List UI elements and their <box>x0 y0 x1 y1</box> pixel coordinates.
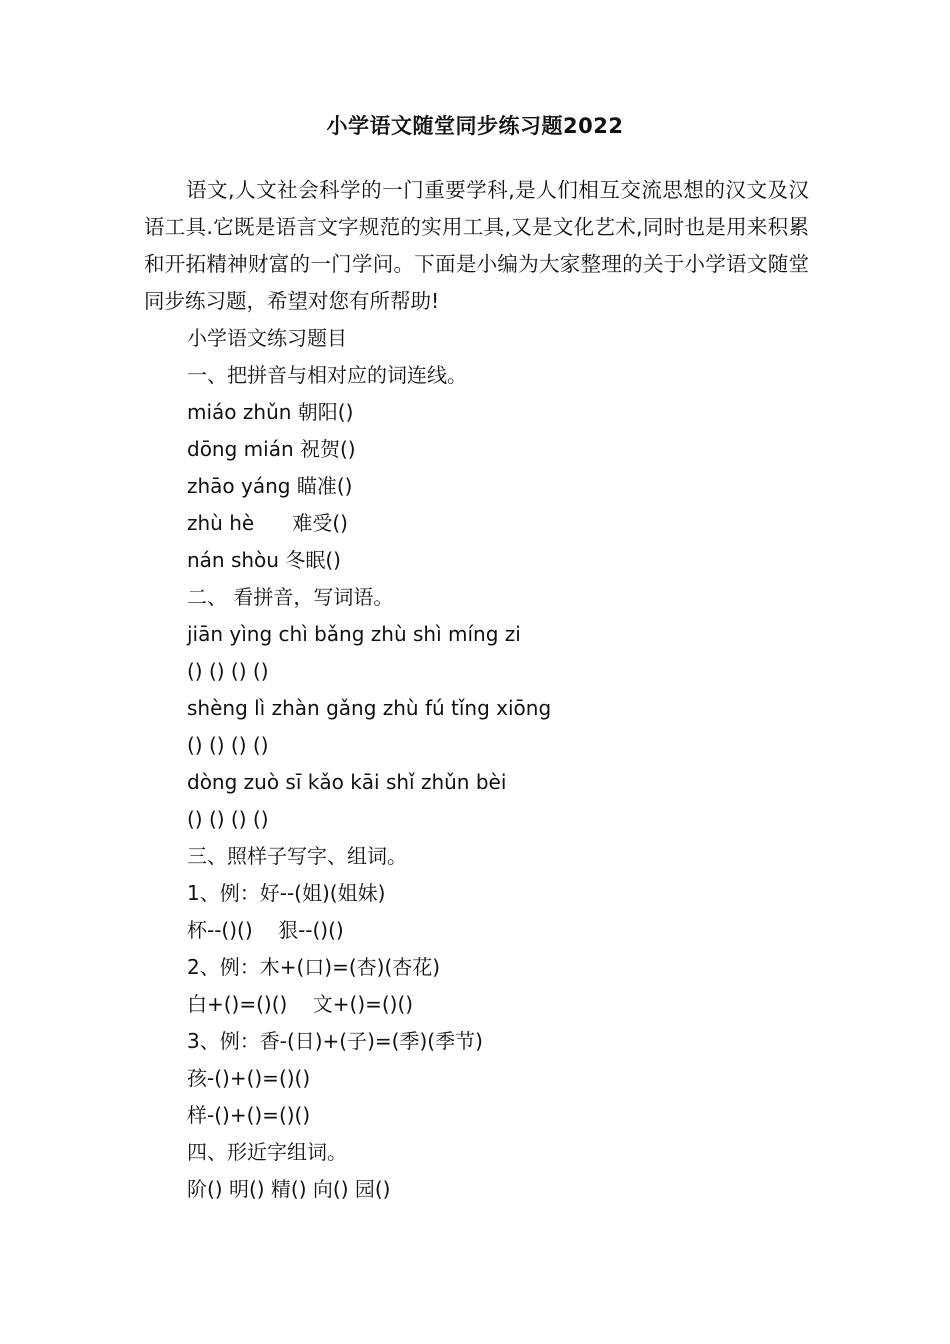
question-heading-1: 一、把拼音与相对应的词连线。 <box>187 363 467 387</box>
question-heading-3: 三、照样子写字、组词。 <box>187 844 407 868</box>
pinyin-line: shèng lì zhàn gǎng zhù fú tǐng xiōng <box>187 696 552 720</box>
answer-blanks: () () () () <box>187 733 269 757</box>
exercise-line: zhāo yáng 瞄准() <box>187 474 353 498</box>
question-heading-4: 四、形近字组词。 <box>187 1140 347 1164</box>
exercise-line: miáo zhǔn 朝阳() <box>187 400 354 424</box>
exercise-lines <box>187 320 827 1208</box>
exercise-line: 孩-()+()=()() <box>187 1066 311 1090</box>
pinyin-line: jiān yìng chì bǎng zhù shì míng zi <box>187 622 521 646</box>
example-line: 3、例：香-(日)+(子)=(季)(季节) <box>187 1029 483 1053</box>
exercise-line: 杯--()() 狠--()() <box>187 918 344 942</box>
pinyin-line: dòng zuò sī kǎo kāi shǐ zhǔn bèi <box>187 770 507 794</box>
question-heading-2: 二、 看拼音，写词语。 <box>187 585 394 609</box>
example-line: 1、例：好--(姐)(姐妹) <box>187 881 386 905</box>
exercise-line: 样-()+()=()() <box>187 1103 311 1127</box>
exercise-line: nán shòu 冬眠() <box>187 548 341 572</box>
section-heading: 小学语文练习题目 <box>187 326 347 350</box>
example-line: 2、例：木+(口)=(杏)(杏花) <box>187 955 441 979</box>
answer-blanks: () () () () <box>187 659 269 683</box>
answer-blanks: () () () () <box>187 807 269 831</box>
exercise-line: 阶() 明() 精() 向() 园() <box>187 1177 391 1201</box>
exercise-line: dōng mián 祝贺() <box>187 437 356 461</box>
page-title: 小学语文随堂同步练习题2022 <box>326 114 624 138</box>
intro-paragraph: 语文,人文社会科学的一门重要学科,是人们相互交流思想的汉文及汉语工具.它既是语言文字规范的实用工具,又是文化艺术,同时也是用来积累和开拓精神财富的一门学问。下面是小编为大家整理的关于小学语文随堂同步练习题，希望对您有所帮助! <box>144 178 809 313</box>
exercise-line: zhù hè 难受() <box>187 511 348 535</box>
exercise-line: 白+()=()() 文+()=()() <box>187 992 414 1016</box>
